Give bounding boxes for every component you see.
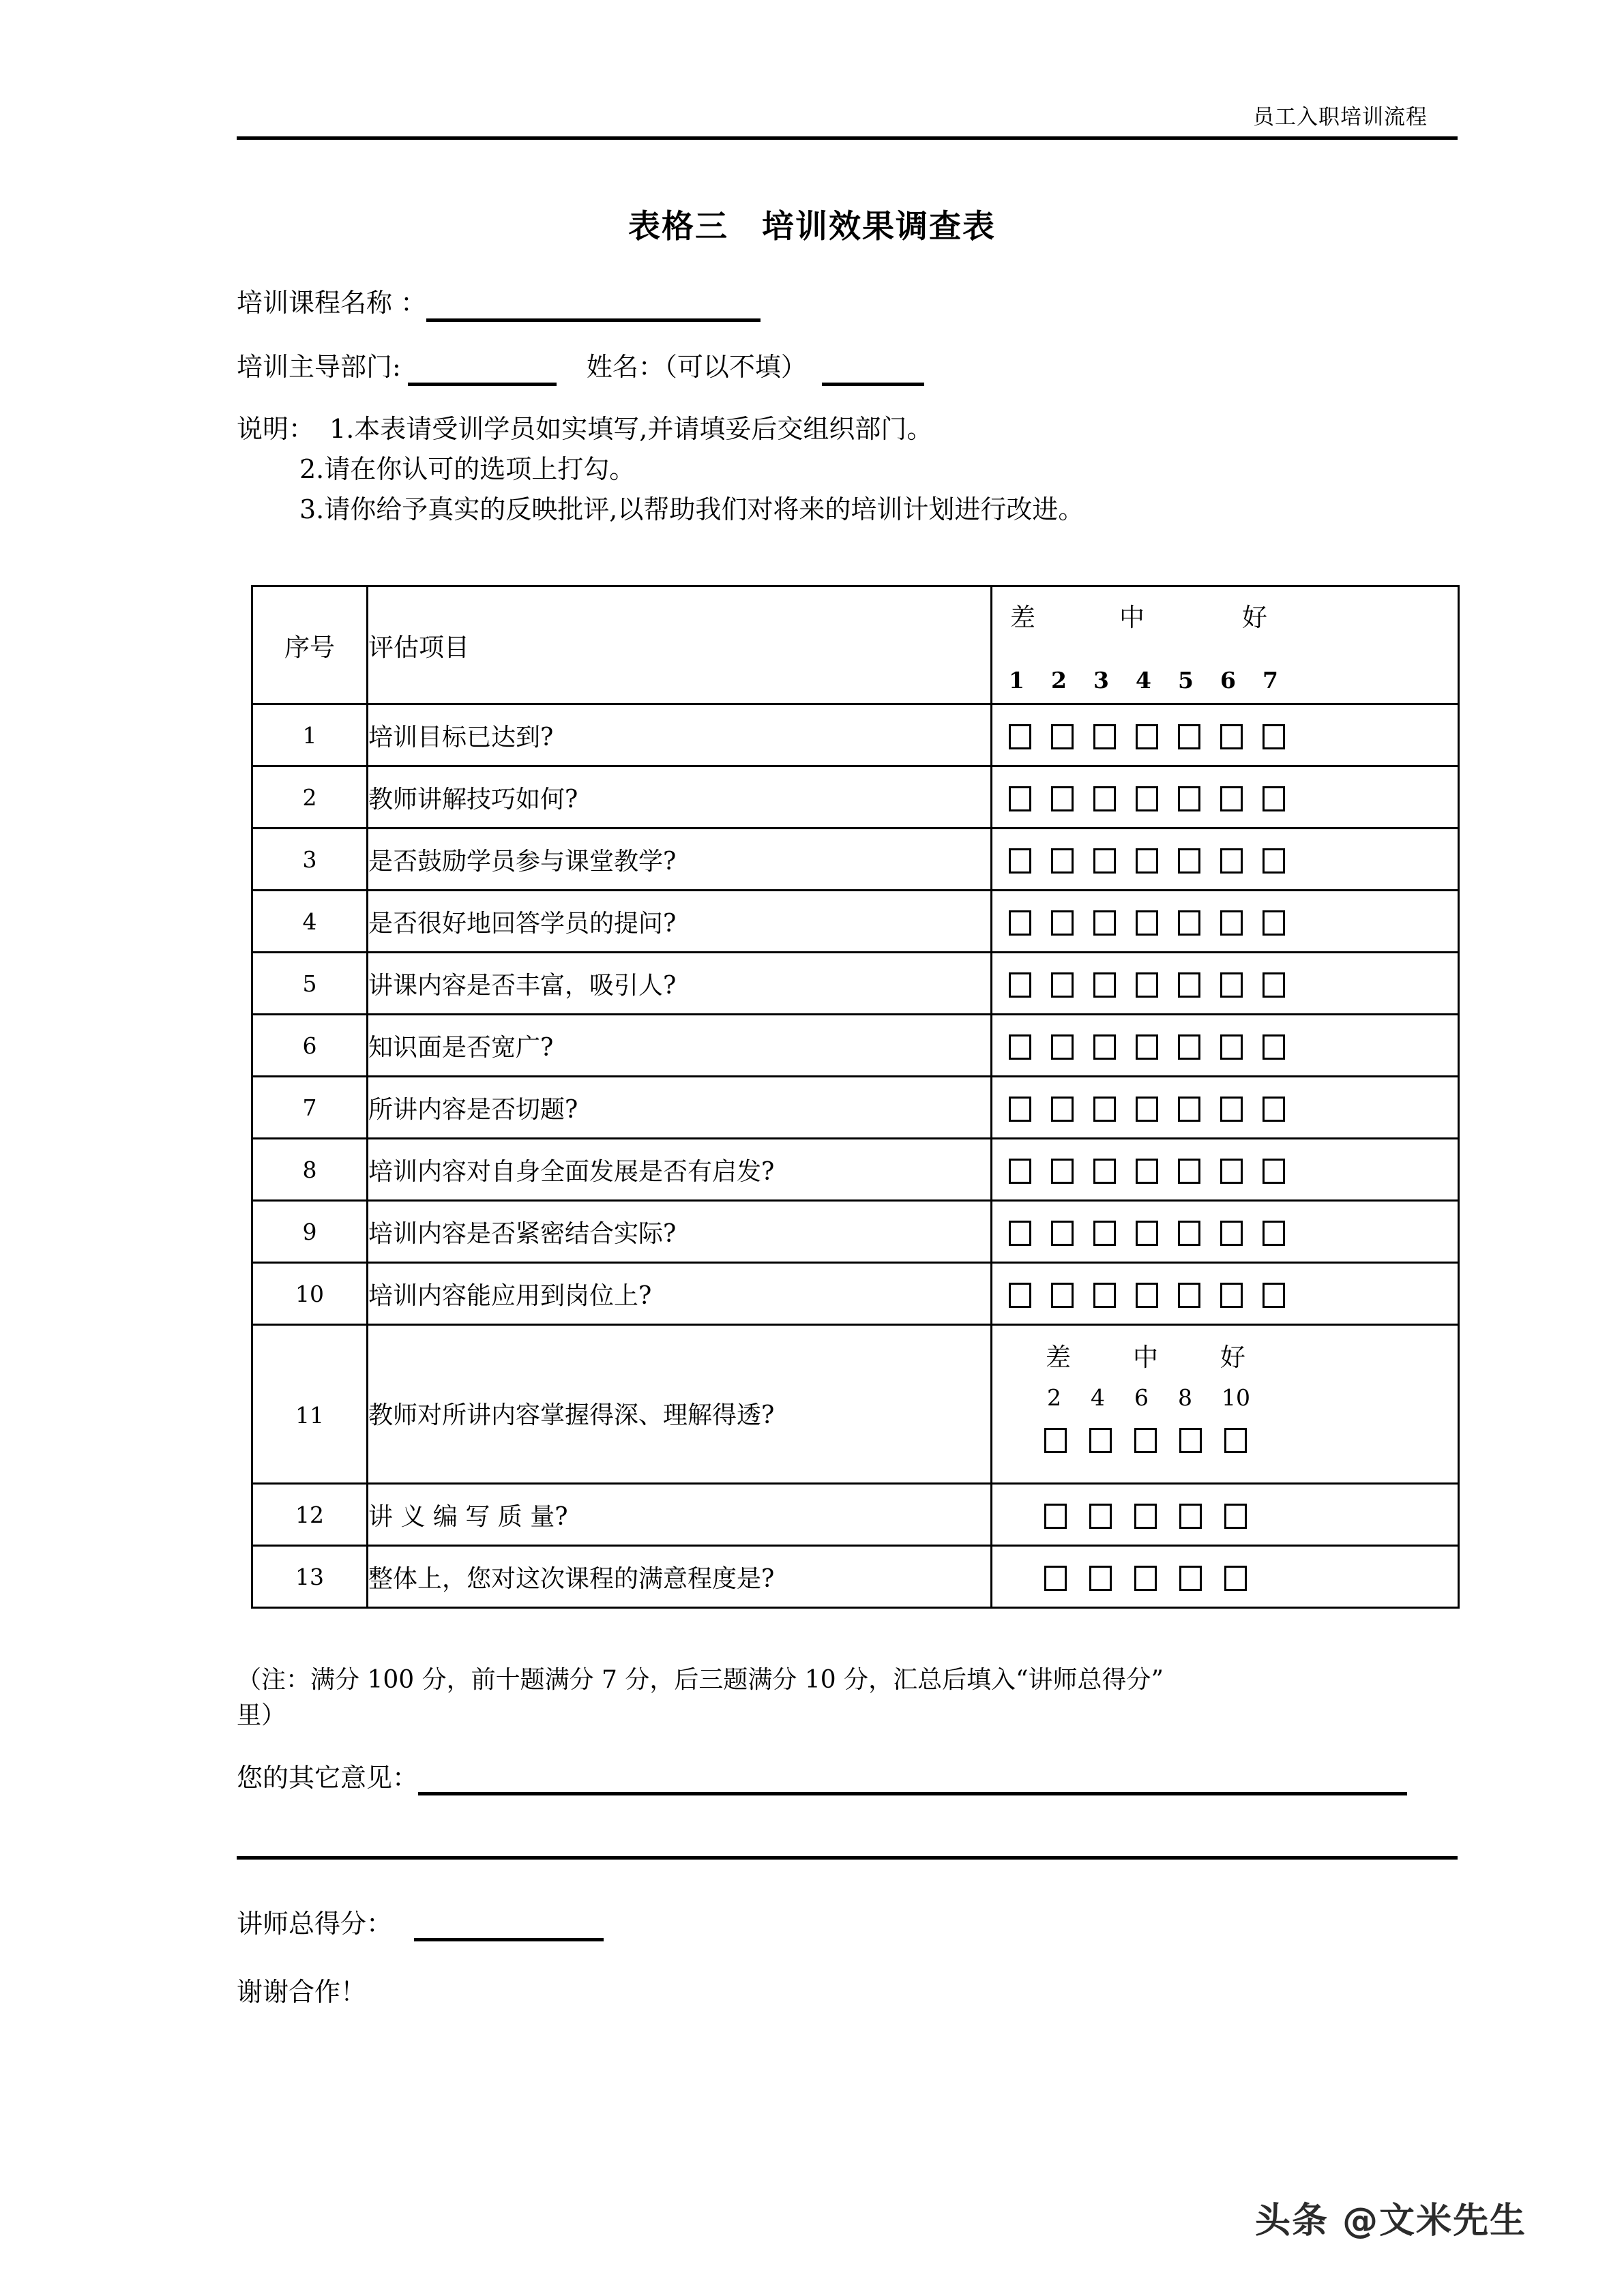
header-cell-item: 评估项目	[368, 586, 992, 704]
table-row	[252, 953, 1459, 1015]
scale-number-6: 6	[1220, 667, 1236, 694]
instruction-item-3: 3.请你给予真实的反映批评,以帮助我们对将来的培训计划进行改进。	[299, 494, 1084, 524]
checkbox-1[interactable]	[1009, 786, 1031, 811]
checkbox-group	[992, 970, 1458, 998]
checkbox-5[interactable]	[1178, 724, 1200, 749]
checkbox-2[interactable]	[1051, 1283, 1074, 1308]
checkbox-3[interactable]	[1093, 1097, 1116, 1122]
scale-number-1: 1	[1009, 667, 1024, 694]
row-rating-cell	[992, 704, 1459, 766]
checkbox-group	[992, 1032, 1458, 1060]
row-number: 13	[252, 1546, 368, 1608]
checkbox-2[interactable]	[1051, 1221, 1074, 1246]
checkbox-5[interactable]	[1178, 1034, 1200, 1060]
scale-number-4: 4	[1136, 667, 1151, 694]
checkbox-4[interactable]	[1179, 1428, 1202, 1453]
checkbox-2[interactable]	[1051, 972, 1074, 998]
checkbox-1[interactable]	[1044, 1504, 1067, 1529]
checkbox-2[interactable]	[1051, 910, 1074, 936]
comments-field-row	[237, 1757, 1458, 1795]
secondary-scale-number-labels	[1047, 1384, 1265, 1411]
row-number: 6	[252, 1015, 368, 1077]
secondary-scale-word-labels	[1046, 1337, 1308, 1373]
row-rating-cell	[992, 1015, 1459, 1077]
checkbox-group	[992, 908, 1458, 936]
checkbox-6[interactable]	[1220, 910, 1243, 936]
checkbox-4[interactable]	[1136, 910, 1158, 936]
checkbox-4[interactable]	[1136, 1221, 1158, 1246]
checkbox-4[interactable]	[1179, 1566, 1202, 1591]
checkbox-3[interactable]	[1134, 1428, 1157, 1453]
checkbox-4[interactable]	[1136, 786, 1158, 811]
department-label: 培训主导部门:	[237, 352, 401, 382]
checkbox-group	[992, 721, 1458, 749]
comments-input[interactable]	[418, 1765, 1407, 1795]
thanks-text: 谢谢合作！	[237, 1977, 367, 2007]
scale-number-2: 2	[1047, 1384, 1061, 1411]
checkbox-group	[992, 846, 1458, 874]
row-number: 7	[252, 1077, 368, 1139]
checkbox-4[interactable]	[1136, 1097, 1158, 1122]
checkbox-3[interactable]	[1093, 1283, 1116, 1308]
scoring-note-line-2: 里）	[237, 1701, 286, 1729]
row-rating-cell	[992, 829, 1459, 891]
checkbox-3[interactable]	[1093, 1221, 1116, 1246]
table-row	[252, 1139, 1459, 1201]
header-cell-no: 序号	[252, 586, 368, 704]
checkbox-5[interactable]	[1178, 1283, 1200, 1308]
checkbox-2[interactable]	[1051, 786, 1074, 811]
scale-word-medium: 中	[1133, 1343, 1158, 1372]
table-row	[252, 1263, 1459, 1325]
checkbox-5[interactable]	[1178, 910, 1200, 936]
scale-number-2: 2	[1051, 667, 1067, 694]
checkbox-group	[992, 784, 1458, 811]
row-number: 4	[252, 891, 368, 953]
row-rating-cell	[992, 891, 1459, 953]
department-field-row	[237, 349, 924, 386]
checkbox-7[interactable]	[1263, 1283, 1285, 1308]
instructions-prefix: 说明：	[237, 414, 315, 444]
checkbox-7[interactable]	[1263, 1097, 1285, 1122]
checkbox-5[interactable]	[1178, 1221, 1200, 1246]
row-rating-cell	[992, 1263, 1459, 1325]
row-number: 8	[252, 1139, 368, 1201]
scale-word-medium: 中	[1119, 603, 1145, 632]
checkbox-4[interactable]	[1136, 972, 1158, 998]
row-number: 3	[252, 829, 368, 891]
checkbox-group	[992, 1218, 1458, 1246]
scale-number-6: 6	[1134, 1384, 1149, 1411]
checkbox-2[interactable]	[1051, 1097, 1074, 1122]
page-header	[237, 102, 1458, 140]
row-number: 1	[252, 704, 368, 766]
table-header-row	[252, 586, 1459, 704]
course-name-field-row	[237, 285, 761, 322]
instruction-item-1: 1.本表请受训学员如实填写,并请填妥后交组织部门。	[329, 414, 933, 444]
checkbox-5[interactable]	[1224, 1504, 1247, 1529]
scale-number-4: 4	[1091, 1384, 1105, 1411]
row-number: 5	[252, 953, 368, 1015]
checkbox-3[interactable]	[1134, 1566, 1157, 1591]
checkbox-3[interactable]	[1093, 724, 1116, 749]
row-rating-cell	[992, 1201, 1459, 1263]
evaluation-table	[251, 585, 1460, 1609]
scale-word-good: 好	[1242, 603, 1267, 632]
scale-number-8: 8	[1178, 1384, 1192, 1411]
checkbox-3[interactable]	[1134, 1504, 1157, 1529]
department-input[interactable]	[408, 355, 557, 386]
row-rating-cell	[992, 766, 1459, 829]
checkbox-3[interactable]	[1093, 1034, 1116, 1060]
row-question: 知识面是否宽广?	[368, 1015, 992, 1077]
row-question: 整体上，您对这次课程的满意程度是?	[368, 1546, 992, 1608]
checkbox-4[interactable]	[1136, 724, 1158, 749]
checkbox-2[interactable]	[1089, 1504, 1112, 1529]
row-question: 教师对所讲内容掌握得深、理解得透?	[368, 1325, 992, 1484]
scale-number-5: 5	[1178, 667, 1194, 694]
checkbox-1[interactable]	[1009, 910, 1031, 936]
scale-number-7: 7	[1263, 667, 1278, 694]
checkbox-6[interactable]	[1220, 724, 1243, 749]
checkbox-1[interactable]	[1009, 1221, 1031, 1246]
comments-label: 您的其它意见：	[237, 1763, 419, 1793]
row-rating-cell	[992, 1139, 1459, 1201]
table-row	[252, 1484, 1459, 1546]
scale-word-poor: 差	[1046, 1343, 1071, 1372]
checkbox-4[interactable]	[1136, 1283, 1158, 1308]
checkbox-7[interactable]	[1263, 972, 1285, 998]
table-row	[252, 766, 1459, 829]
row-question: 培训内容是否紧密结合实际?	[368, 1201, 992, 1263]
checkbox-7[interactable]	[1263, 1159, 1285, 1184]
row-question: 培训内容能应用到岗位上?	[368, 1263, 992, 1325]
checkbox-6[interactable]	[1220, 786, 1243, 811]
checkbox-6[interactable]	[1220, 1159, 1243, 1184]
checkbox-5[interactable]	[1178, 786, 1200, 811]
checkbox-2[interactable]	[1051, 1159, 1074, 1184]
row-question: 培训目标已达到?	[368, 704, 992, 766]
checkbox-6[interactable]	[1220, 848, 1243, 874]
checkbox-6[interactable]	[1220, 972, 1243, 998]
checkbox-3[interactable]	[1093, 786, 1116, 811]
checkbox-group	[992, 1156, 1458, 1184]
checkbox-1[interactable]	[1009, 1283, 1031, 1308]
total-score-label: 讲师总得分：	[237, 1909, 393, 1939]
checkbox-1[interactable]	[1009, 848, 1031, 874]
checkbox-5[interactable]	[1178, 1097, 1200, 1122]
table-row	[252, 829, 1459, 891]
checkbox-2[interactable]	[1051, 1034, 1074, 1060]
checkbox-1[interactable]	[1009, 972, 1031, 998]
checkbox-7[interactable]	[1263, 910, 1285, 936]
checkbox-3[interactable]	[1093, 972, 1116, 998]
checkbox-3[interactable]	[1093, 910, 1116, 936]
scale-number-10: 10	[1222, 1384, 1250, 1411]
scale-word-poor: 差	[1010, 603, 1035, 632]
checkbox-2[interactable]	[1089, 1428, 1112, 1453]
trainee-name-label: 姓名：（可以不填）	[586, 352, 807, 382]
row-rating-cell	[992, 1077, 1459, 1139]
scale-number-labels	[1009, 667, 1305, 694]
row-question: 所讲内容是否切题?	[368, 1077, 992, 1139]
checkbox-5[interactable]	[1178, 1159, 1200, 1184]
checkbox-7[interactable]	[1263, 786, 1285, 811]
row-rating-cell	[992, 1546, 1459, 1608]
row-question: 培训内容对自身全面发展是否有启发?	[368, 1139, 992, 1201]
course-name-input[interactable]	[426, 291, 761, 322]
checkbox-7[interactable]	[1263, 724, 1285, 749]
checkbox-3[interactable]	[1093, 848, 1116, 874]
checkbox-7[interactable]	[1263, 848, 1285, 874]
checkbox-group	[992, 1280, 1458, 1308]
course-name-label: 培训课程名称 ：	[237, 288, 427, 318]
running-head: 员工入职培训流程	[1253, 105, 1428, 130]
scoring-note-line-1: （注：满分 100 分，前十题满分 7 分，后三题满分 10 分，汇总后填入“讲师总得分”	[237, 1666, 1164, 1694]
header-divider	[237, 136, 1458, 140]
table-row	[252, 1077, 1459, 1139]
scale-number-3: 3	[1093, 667, 1109, 694]
row-rating-cell	[992, 1484, 1459, 1546]
scale-word-good: 好	[1220, 1343, 1245, 1372]
trainee-name-input[interactable]	[822, 355, 924, 386]
checkbox-group	[1044, 1428, 1269, 1453]
checkbox-7[interactable]	[1263, 1221, 1285, 1246]
checkbox-5[interactable]	[1178, 972, 1200, 998]
checkbox-4[interactable]	[1136, 1159, 1158, 1184]
checkbox-4[interactable]	[1136, 848, 1158, 874]
header-cell-scale	[992, 586, 1459, 704]
checkbox-5[interactable]	[1224, 1566, 1247, 1591]
checkbox-6[interactable]	[1220, 1283, 1243, 1308]
checkbox-5[interactable]	[1178, 848, 1200, 874]
instructions-block	[237, 409, 1464, 530]
row-number: 10	[252, 1263, 368, 1325]
checkbox-1[interactable]	[1009, 1097, 1031, 1122]
checkbox-group	[992, 1501, 1458, 1529]
row-number: 9	[252, 1201, 368, 1263]
page-title: 表格三 培训效果调查表	[628, 208, 996, 245]
table-row	[252, 1015, 1459, 1077]
row-question: 教师讲解技巧如何?	[368, 766, 992, 829]
row-question: 讲课内容是否丰富，吸引人?	[368, 953, 992, 1015]
instruction-line-1	[237, 409, 1464, 449]
checkbox-4[interactable]	[1136, 1034, 1158, 1060]
checkbox-6[interactable]	[1220, 1097, 1243, 1122]
checkbox-6[interactable]	[1220, 1034, 1243, 1060]
total-score-input[interactable]	[414, 1911, 604, 1941]
checkbox-2[interactable]	[1051, 848, 1074, 874]
table-row	[252, 1546, 1459, 1608]
watermark: 头条 @文米先生	[1255, 2201, 1527, 2241]
checkbox-3[interactable]	[1093, 1159, 1116, 1184]
row-number: 12	[252, 1484, 368, 1546]
row-rating-cell-secondary-scale	[992, 1325, 1459, 1484]
checkbox-1[interactable]	[1044, 1428, 1067, 1453]
checkbox-5[interactable]	[1224, 1428, 1247, 1453]
scoring-note	[237, 1663, 1458, 1733]
row-rating-cell	[992, 953, 1459, 1015]
checkbox-1[interactable]	[1009, 724, 1031, 749]
checkbox-1[interactable]	[1044, 1566, 1067, 1591]
checkbox-4[interactable]	[1179, 1504, 1202, 1529]
checkbox-1[interactable]	[1009, 1159, 1031, 1184]
table-row	[252, 704, 1459, 766]
scale-word-labels	[1010, 597, 1392, 633]
table-row	[252, 1325, 1459, 1484]
row-number: 11	[252, 1325, 368, 1484]
total-score-field-row	[237, 1903, 604, 1941]
instruction-item-2: 2.请在你认可的选项上打勾。	[299, 454, 636, 484]
row-question: 是否鼓励学员参与课堂教学?	[368, 829, 992, 891]
row-number: 2	[252, 766, 368, 829]
checkbox-7[interactable]	[1263, 1034, 1285, 1060]
checkbox-2[interactable]	[1089, 1566, 1112, 1591]
comments-input-line-2[interactable]	[237, 1856, 1458, 1860]
checkbox-1[interactable]	[1009, 1034, 1031, 1060]
row-question: 是否很好地回答学员的提问?	[368, 891, 992, 953]
table-row	[252, 1201, 1459, 1263]
table-row	[252, 891, 1459, 953]
checkbox-2[interactable]	[1051, 724, 1074, 749]
checkbox-group	[992, 1094, 1458, 1122]
row-question: 讲 义 编 写 质 量?	[368, 1484, 992, 1546]
checkbox-group	[992, 1563, 1458, 1591]
checkbox-6[interactable]	[1220, 1221, 1243, 1246]
